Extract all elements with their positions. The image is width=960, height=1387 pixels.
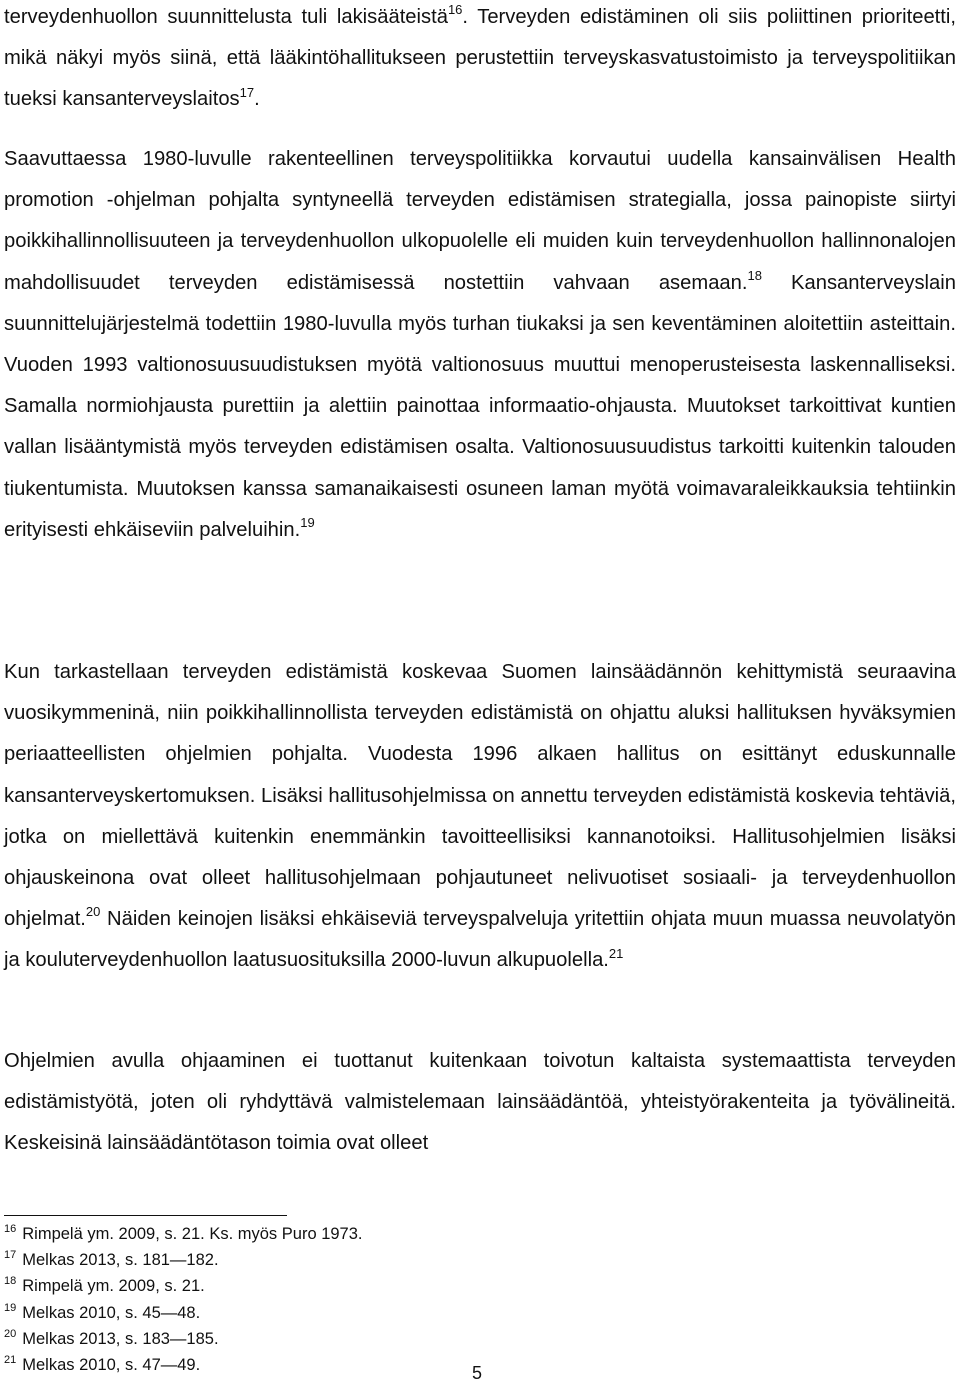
footnote-ref: 17 — [239, 84, 255, 100]
footnote-ref: 20 — [85, 904, 101, 920]
text-run: . Terveyden edistäminen oli siis poliittinen prioriteetti, mikä näkyi myös siinä, että lääkintöhallitukseen perustettiin terveyskasvatustoimisto ja terveyspolitiikan tueksi kansanterveyslaitos — [4, 6, 956, 111]
footnote-number: 20 — [4, 1327, 17, 1340]
paragraph-1 — [4, 0, 956, 121]
footnote-text: Melkas 2010, s. 45—48. — [22, 1303, 201, 1322]
footnote-text: Rimpelä ym. 2009, s. 21. Ks. myös Puro 1973. — [22, 1225, 363, 1243]
footnotes — [4, 1222, 604, 1379]
footnote-number: 18 — [4, 1275, 17, 1288]
footnote-text: Melkas 2013, s. 183—185. — [22, 1329, 219, 1348]
page-number: 5 — [472, 1363, 483, 1383]
footnote-number: 19 — [4, 1301, 17, 1314]
footnote-19 — [4, 1301, 604, 1327]
paragraph-2 — [4, 139, 956, 551]
footnote-separator — [4, 1215, 287, 1216]
footnote-ref: 18 — [747, 267, 762, 283]
footnote-18 — [4, 1274, 604, 1300]
footnote-text: Rimpelä ym. 2009, s. 21. — [22, 1277, 205, 1296]
paragraph-4 — [4, 1041, 956, 1165]
footnote-21 — [4, 1353, 604, 1379]
text-run: Kansanterveyslain suunnittelujärjestelmä todettiin 1980-luvulla myös turhan tiukaksi ja sen keventäminen aloitettiin asteittain. Vuoden 1993 valtionosuusuudistuksen myötä valtionosuus muuttui menoperusteisesta laskennalliseksi. Samalla normiohjausta purettiin ja alettiin painottaa informaatio-ohjausta. Muutokset tarkoittivat kuntien vallan lisääntymistä myös terveyden edistämisen osalta. Valtionosuusuudistus tarkoitti kuitenkin talouden tiukentumista. Muutoksen kanssa samanaikaisesti osuneen laman myötä voimavaraleikkauksia tehtiinkin erityisesti ehkäiseviin palveluihin. — [4, 271, 956, 541]
footnote-text: Melkas 2010, s. 47—49. — [22, 1356, 201, 1375]
text-run: Ohjelmien avulla ohjaaminen ei tuottanut kuitenkaan toivotun kaltaista systemaattista terveyden edistämistyötä, joten oli ryhdyttävä valmistelemaan lainsäädäntöä, yhteistyörakenteita ja työvälineitä. Keskeisinä lainsäädäntötason toimia ovat olleet — [4, 1050, 956, 1155]
footnote-20 — [4, 1327, 604, 1353]
footnote-number: 21 — [4, 1354, 17, 1367]
text-run: Näiden keinojen lisäksi ehkäiseviä terveyspalveluja yritettiin ohjata muun muassa neuvolatyön ja kouluterveydenhuollon laatusuosituksilla 2000-luvun alkupuolella. — [4, 908, 956, 972]
footnote-16 — [4, 1222, 604, 1248]
footnote-ref: 21 — [608, 945, 624, 961]
text-run: Saavuttaessa 1980-luvulle rakenteellinen terveyspolitiikka korvautui uudella kansainvälisen Health promotion -ohjelman pohjalta syntyneellä terveyden edistämisen strategialla, jossa painopiste siirtyi poikkihallinnollisuuteen ja terveydenhuollon ulkopuolelle eli muiden kuin terveydenhuollon hallinnonalojen mahdollisuudet terveyden edistämisessä nostettiin vahvaan asemaan. — [4, 148, 956, 294]
footnote-text: Melkas 2013, s. 181—182. — [22, 1251, 219, 1270]
footnote-ref: 16 — [447, 2, 463, 18]
footnote-ref: 19 — [300, 515, 315, 531]
paragraph-3 — [4, 652, 956, 982]
text-run: Kun tarkastellaan terveyden edistämistä koskevaa Suomen lainsäädännön kehittymistä seuraavina vuosikymmeninä, niin poikkihallinnollista terveyden edistämistä on ohjattu aluksi hallituksen hyväksymien periaatteellisten ohjelmien pohjalta. Vuodesta 1996 alkaen hallitus on esittänyt eduskunnalle kansanterveyskertomuksen. Lisäksi hallitusohjelmissa on annettu terveyden edistämistä koskevia tehtäviä, jotka on miellettävä kuitenkin enemmänkin tavoitteellisiksi kannanotoiksi. Hallitusohjelmien lisäksi ohjauskeinona ovat olleet hallitusohjelmaan pohjautuneet nelivuotiset sosiaali- ja terveydenhuollon ohjelmat. — [4, 661, 956, 931]
footnote-number: 16 — [4, 1223, 17, 1235]
text-run: terveydenhuollon suunnittelusta tuli lakisääteistä — [4, 6, 448, 28]
text-run: . — [254, 88, 260, 111]
footnote-17 — [4, 1248, 604, 1274]
footnote-number: 17 — [4, 1249, 17, 1262]
